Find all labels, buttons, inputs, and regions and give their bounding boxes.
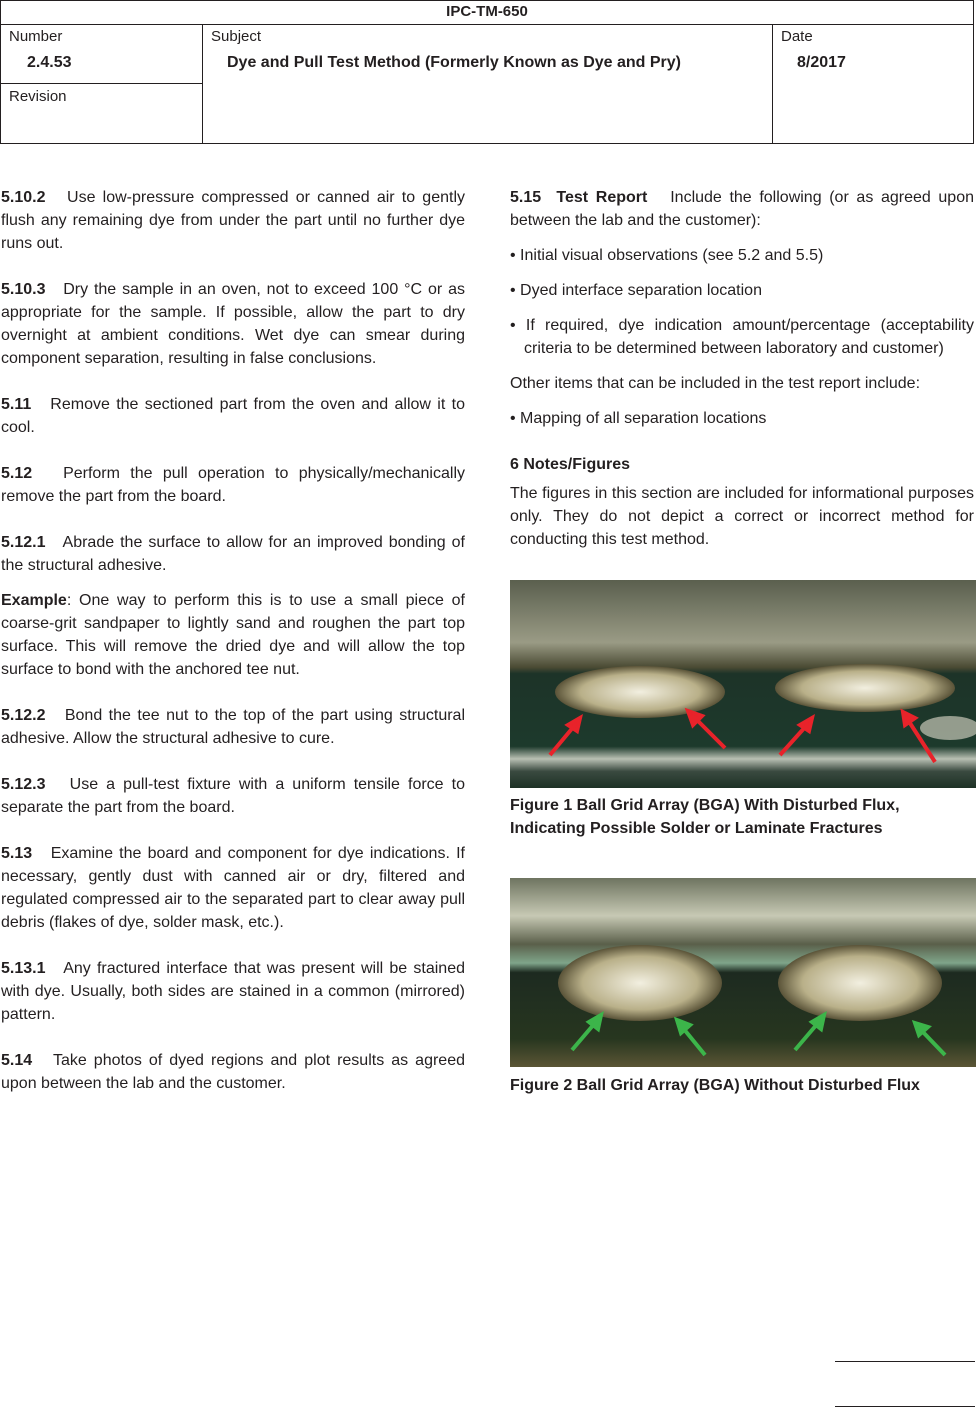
left-column bbox=[1, 186, 465, 1118]
date-value: 8/2017 bbox=[797, 54, 846, 71]
section-5-10-3: 5.10.3 Dry the sample in an oven, not to exceed 100 °C or as appropriate for the sample. If possible, allow the part to dry overnight at ambient conditions. Wet dye can smear during component separation, resulting in false conclusions. bbox=[1, 281, 466, 367]
number-label: Number bbox=[9, 28, 63, 45]
bullet-item: • Initial visual observations (see 5.2 and 5.5) bbox=[510, 247, 824, 264]
revision-cell bbox=[1, 84, 203, 144]
right-column bbox=[510, 186, 974, 1097]
subject-label: Subject bbox=[211, 28, 262, 45]
revision-label: Revision bbox=[9, 88, 67, 105]
date-cell bbox=[773, 24, 973, 144]
section-5-10-2: 5.10.2 Use low-pressure compressed or canned air to gently flush any remaining dye from under the part until no further dye runs out. bbox=[1, 189, 466, 252]
figure-2-caption: Figure 2 Ball Grid Array (BGA) Without Disturbed Flux bbox=[510, 1077, 920, 1094]
section-5-12-2: 5.12.2 Bond the tee nut to the top of the part using structural adhesive. Allow the structural adhesive to cure. bbox=[1, 707, 465, 747]
section-5-12: 5.12 Perform the pull operation to physically/mechanically remove the part from the board. bbox=[1, 465, 465, 505]
bullet-item: • Dyed interface separation location bbox=[510, 282, 762, 299]
date-label: Date bbox=[781, 28, 813, 45]
number-value: 2.4.53 bbox=[27, 54, 72, 71]
figure-1-photo bbox=[510, 580, 976, 788]
example-paragraph: Example: One way to perform this is to use a small piece of coarse-grit sandpaper to lightly sand and roughen the part top surface. This will remove the dried dye and will allow the top surface to bond with the anchored tee nut. bbox=[1, 592, 465, 678]
section-5-12-3: 5.12.3 Use a pull-test fixture with a uniform tensile force to separate the part from the board. bbox=[1, 776, 465, 816]
number-cell bbox=[1, 24, 203, 84]
section-6-heading: 6 Notes/Figures bbox=[510, 456, 631, 473]
bullet-item: • Mapping of all separation locations bbox=[510, 410, 767, 427]
subject-cell bbox=[203, 24, 773, 144]
subject-value: Dye and Pull Test Method (Formerly Known as Dye and Pry) bbox=[227, 54, 682, 71]
section-5-14: 5.14 Take photos of dyed regions and plot results as agreed upon between the lab and the customer. bbox=[1, 1052, 465, 1092]
section-5-13: 5.13 Examine the board and component for dye indications. If necessary, gently dust with canned air or dry, filtered and regulated compressed air to the separated part to clear away pull debris (flakes of dye, solder mask, etc.). bbox=[1, 845, 465, 931]
section-5-11: 5.11 Remove the sectioned part from the oven and allow it to cool. bbox=[1, 396, 465, 436]
other-items-text: Other items that can be included in the test report include: bbox=[510, 375, 921, 392]
section-6-text: The figures in this section are included for informational purposes only. They do not depict a correct or incorrect method for conducting this test method. bbox=[510, 485, 974, 548]
footer-rule bbox=[835, 1361, 975, 1362]
footer-rule bbox=[835, 1406, 975, 1407]
figure-1-caption: Figure 1 Ball Grid Array (BGA) With Disturbed Flux, Indicating Possible Solder or Laminate Fractures bbox=[510, 797, 900, 837]
section-5-13-1: 5.13.1 Any fractured interface that was present will be stained with dye. Usually, both sides are stained in a common (mirrored) pattern. bbox=[1, 960, 465, 1023]
bullet-item: • If required, dye indication amount/percentage (acceptability criteria to be determined between laboratory and customer) bbox=[510, 317, 974, 357]
doc-id: IPC-TM-650 bbox=[1, 1, 973, 25]
section-5-15: 5.15 Test Report Include the following (or as agreed upon between the lab and the customer): bbox=[510, 189, 975, 229]
document-header bbox=[0, 0, 974, 144]
section-5-12-1: 5.12.1 Abrade the surface to allow for an improved bonding of the structural adhesive. bbox=[1, 534, 465, 574]
figure-2-photo bbox=[510, 878, 976, 1067]
